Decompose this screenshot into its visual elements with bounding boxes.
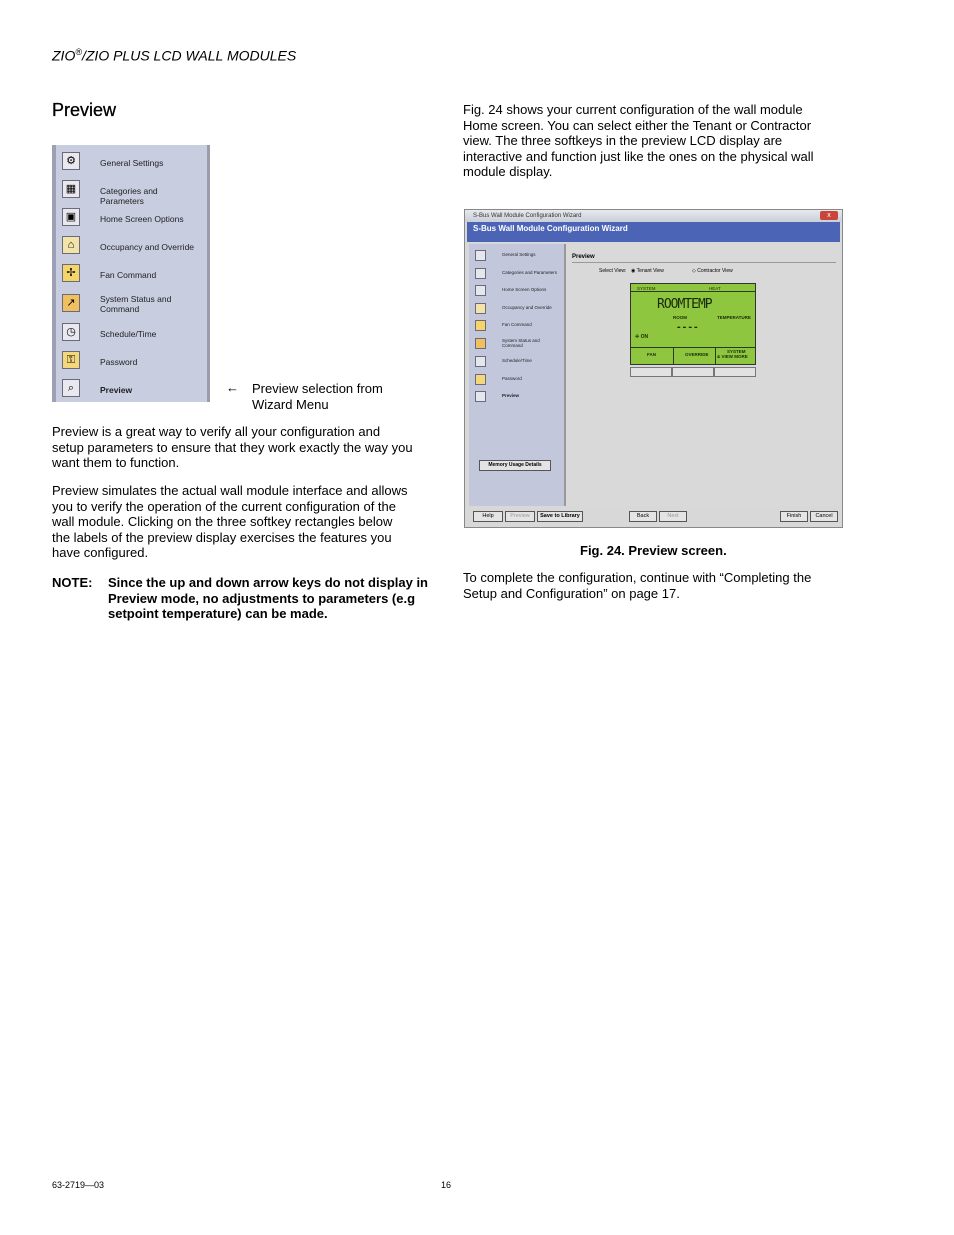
- back-button[interactable]: Back: [629, 511, 657, 522]
- lcd-system-label: SYSTEM: [637, 286, 656, 291]
- note-text: [108, 575, 438, 622]
- menu-item-occupancy[interactable]: [52, 231, 202, 259]
- menu-item-label: Preview: [100, 385, 133, 395]
- side-item-occupancy[interactable]: [475, 303, 565, 317]
- wizard-button-bar: [469, 508, 840, 526]
- close-icon[interactable]: x: [820, 211, 838, 220]
- panel-title: Preview: [572, 254, 595, 260]
- lcd-temperature-label: TEMPERATURE: [717, 315, 751, 320]
- cancel-button[interactable]: Cancel: [810, 511, 838, 522]
- system-status-icon: [475, 338, 486, 349]
- side-item-label: Home Screen Options: [502, 287, 547, 292]
- text-line: setpoint temperature) can be made.: [108, 606, 328, 621]
- gear-icon: [475, 250, 486, 261]
- page-number: 16: [441, 1180, 452, 1190]
- paragraph-fig-intro: [463, 102, 813, 180]
- contractor-view-label: Contractor View: [697, 268, 733, 274]
- preview-panel: [566, 244, 840, 506]
- side-item-label: General Settings: [502, 252, 536, 257]
- side-item-fan[interactable]: [475, 320, 565, 334]
- note-label: NOTE:: [52, 575, 93, 590]
- menu-item-label: Schedule/Time: [100, 329, 157, 339]
- text-line: want them to function.: [52, 455, 180, 470]
- menu-item-label: Categories and Parameters: [100, 186, 158, 206]
- lcd-fan-status: ✢ ON: [635, 334, 649, 340]
- menu-item-fan[interactable]: [52, 259, 202, 287]
- lcd-key-divider: [631, 347, 755, 348]
- menu-caption-line: Preview selection from: [252, 381, 383, 396]
- categories-icon: [475, 268, 486, 279]
- paragraph-closing: [463, 570, 811, 601]
- lcd-key-fan: FAN: [647, 352, 656, 357]
- text-line: Preview is a great way to verify all your configuration and: [52, 424, 381, 439]
- side-item-label: Preview: [502, 393, 520, 398]
- text-line: interactive and function just like the ones on the physical wall: [463, 148, 814, 164]
- lcd-display: [630, 283, 756, 365]
- side-item-label: Schedule/Time: [502, 358, 532, 363]
- lcd-key-view-more: & VIEW MORE: [717, 354, 748, 359]
- text-line: you to verify the operation of the current configuration of the: [52, 498, 396, 514]
- categories-icon: ▦: [62, 180, 80, 198]
- text-line: Since the up and down arrow keys do not display in: [108, 575, 428, 590]
- left-arrow-icon: ←: [226, 380, 239, 395]
- text-line: the labels of the preview display exercises the features you: [52, 529, 392, 545]
- menu-caption-line: Wizard Menu: [252, 396, 329, 412]
- doc-number: 63-2719—03: [52, 1180, 105, 1190]
- registered-mark: ®: [75, 47, 82, 57]
- gear-icon: ⚙: [62, 152, 80, 170]
- side-item-password[interactable]: [475, 374, 565, 388]
- menu-item-system-status[interactable]: [52, 289, 202, 317]
- house-icon: [475, 303, 486, 314]
- softkey-1[interactable]: [630, 367, 672, 377]
- menu-item-label: Fan Command: [100, 270, 157, 280]
- select-view-label: Select View:: [599, 268, 627, 274]
- text-line: To complete the configuration, continue with “Completing the: [463, 570, 812, 585]
- home-screen-icon: [475, 285, 486, 296]
- text-line: Home screen. You can select either the Tenant or Contractor: [463, 117, 812, 133]
- memory-usage-button[interactable]: Memory Usage Details: [479, 460, 551, 471]
- lcd-key-override: OVERRIDE: [685, 352, 709, 357]
- home-screen-icon: ▣: [62, 208, 80, 226]
- contractor-view-radio[interactable]: ◇ Contractor View: [692, 268, 733, 274]
- menu-caption: [252, 381, 383, 412]
- fan-icon: [475, 320, 486, 331]
- paragraph-intro: [52, 424, 413, 471]
- paragraph-simulation: [52, 483, 408, 561]
- tenant-view-radio[interactable]: ◉ Tenant View: [631, 268, 664, 274]
- lcd-fan-state: ON: [640, 334, 649, 340]
- text-line: view. The three softkeys in the preview LCD display are: [463, 133, 783, 148]
- lcd-divider: [631, 291, 755, 292]
- finish-button[interactable]: Finish: [780, 511, 808, 522]
- help-button[interactable]: Help: [473, 511, 503, 522]
- section-title: Preview: [52, 100, 117, 120]
- text-line: module display.: [463, 164, 553, 179]
- preview-icon: ⌕: [62, 379, 80, 397]
- side-item-label: Fan Command: [502, 322, 532, 327]
- key-icon: ⚿: [62, 351, 80, 369]
- text-line: Fig. 24 shows your current configuration of the wall module: [463, 102, 803, 117]
- side-item-label: System Status and Command: [502, 338, 540, 348]
- lcd-key-system: SYSTEM: [727, 349, 746, 354]
- side-item-home-screen[interactable]: [475, 285, 565, 299]
- clock-icon: ◷: [62, 323, 80, 341]
- side-item-general-settings[interactable]: [475, 250, 565, 264]
- wizard-menu-screenshot: [52, 145, 210, 402]
- menu-item-schedule[interactable]: [52, 318, 202, 346]
- lcd-room-label: ROOM: [673, 315, 687, 320]
- preview-button[interactable]: Preview: [505, 511, 535, 522]
- running-header: [52, 47, 296, 64]
- side-item-system-status[interactable]: [475, 338, 565, 352]
- menu-item-preview[interactable]: [52, 374, 202, 402]
- menu-item-categories[interactable]: [52, 175, 202, 206]
- menu-item-password[interactable]: [52, 346, 202, 374]
- menu-item-label: General Settings: [100, 158, 164, 168]
- panel-divider: [572, 262, 836, 263]
- menu-item-label: Password: [100, 357, 138, 367]
- side-item-label: Occupancy and Override: [502, 305, 552, 310]
- fan-icon: ✢: [62, 264, 80, 282]
- lcd-dashes: ----: [677, 321, 700, 333]
- window-title: S-Bus Wall Module Configuration Wizard: [473, 213, 582, 219]
- softkey-2[interactable]: [672, 367, 714, 377]
- softkey-3[interactable]: [714, 367, 756, 377]
- menu-item-label: Home Screen Options: [100, 214, 184, 224]
- figure-caption: Fig. 24. Preview screen.: [580, 543, 727, 558]
- text-line: have configured.: [52, 545, 149, 560]
- lcd-main-text: ROOMTEMP: [657, 297, 712, 312]
- house-icon: ⌂: [62, 236, 80, 254]
- text-line: setup parameters to ensure that they work exactly the way you: [52, 439, 413, 455]
- preview-icon: [475, 391, 486, 402]
- text-line: Setup and Configuration” on page 17.: [463, 585, 680, 601]
- menu-item-label: System Status and Command: [100, 294, 172, 314]
- side-item-label: Password: [502, 376, 522, 381]
- clock-icon: [475, 356, 486, 367]
- preview-screenshot: [464, 209, 843, 528]
- window-titlebar: [465, 210, 842, 222]
- save-to-library-button[interactable]: Save to Library: [537, 511, 583, 522]
- side-item-label: Categories and Parameters: [502, 270, 558, 275]
- tenant-view-label: Tenant View: [636, 268, 664, 274]
- text-line: Preview simulates the actual wall module interface and allows: [52, 483, 408, 498]
- side-item-categories[interactable]: [475, 268, 565, 282]
- system-status-icon: ↗: [62, 294, 80, 312]
- header-prefix: ZIO: [52, 47, 76, 64]
- menu-item-home-screen[interactable]: [52, 203, 202, 231]
- next-button[interactable]: Next: [659, 511, 687, 522]
- text-line: Preview mode, no adjustments to parameters (e.g: [108, 590, 416, 606]
- lcd-heat-label: HEAT: [709, 286, 721, 291]
- menu-item-label: Occupancy and Override: [100, 242, 195, 252]
- lcd-key-sep: [673, 347, 674, 365]
- side-item-preview[interactable]: [475, 391, 565, 405]
- key-icon: [475, 374, 486, 385]
- app-title-bar: S-Bus Wall Module Configuration Wizard: [467, 222, 840, 242]
- wizard-side-menu: [469, 244, 566, 506]
- menu-item-general-settings[interactable]: [52, 147, 202, 175]
- header-rest: /ZIO PLUS LCD WALL MODULES: [81, 47, 297, 64]
- text-line: wall module. Clicking on the three softkey rectangles below: [52, 514, 393, 529]
- lcd-key-sep: [715, 347, 716, 365]
- side-item-schedule[interactable]: [475, 356, 565, 370]
